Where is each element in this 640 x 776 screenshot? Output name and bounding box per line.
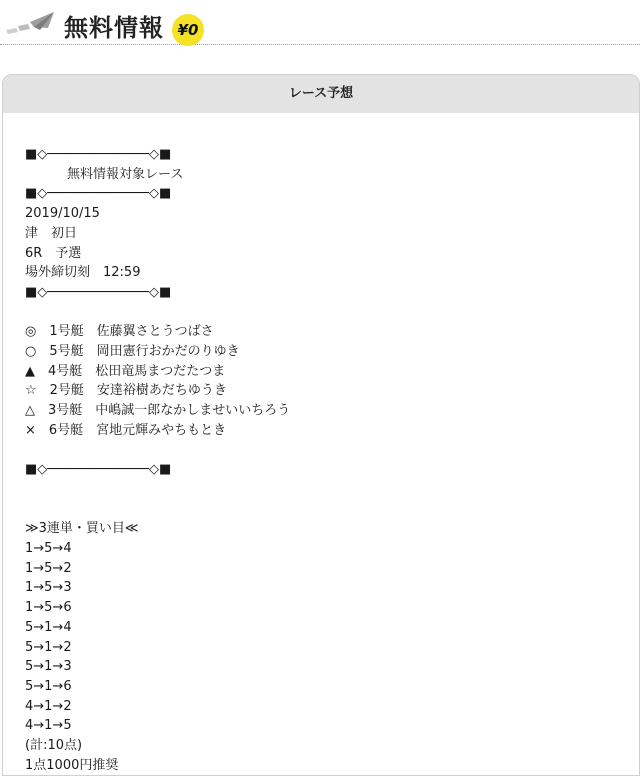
bet-combination: 1→5→6	[25, 600, 72, 616]
race-number: 6R 予選	[25, 245, 82, 261]
bet-combination: 5→1→2	[25, 639, 72, 655]
bet-total: (計:10点)	[25, 738, 83, 754]
separator-line: ■◇─────────────◇■	[25, 186, 172, 202]
prediction-item: ○ 5号艇 岡田憲行おかだのりゆき	[25, 344, 240, 360]
bet-combination: 1→5→3	[25, 580, 72, 596]
panel-body	[3, 113, 639, 775]
separator-line: ■◇─────────────◇■	[25, 462, 172, 478]
page-title: 無料情報	[64, 14, 164, 42]
prediction-item: × 6号艇 宮地元輝みやちもとき	[25, 422, 227, 438]
prediction-item: ◎ 1号艇 佐藤翼さとうつばさ	[25, 324, 214, 340]
bet-combination: 5→1→3	[25, 659, 72, 675]
prediction-item: ▲ 4号艇 松田竜馬まつだたつま	[25, 363, 226, 379]
bet-heading: ≫3連単・買い目≪	[25, 521, 139, 537]
bet-combination: 4→1→2	[25, 698, 72, 714]
paper-plane-icon	[4, 8, 58, 40]
spacer	[25, 500, 639, 520]
bet-recommendation: 1点1000円推奨	[25, 757, 119, 773]
deadline-time: 場外締切刻 12:59	[25, 265, 141, 281]
spacer	[25, 480, 639, 500]
separator-line: ■◇─────────────◇■	[25, 147, 172, 162]
prediction-item: △ 3号艇 中嶋誠一郎なかしませいいちろう	[25, 403, 291, 419]
target-race-label: 無料情報対象レース	[67, 166, 184, 182]
panel-title: レース予想	[3, 75, 639, 113]
bet-combination: 4→1→5	[25, 718, 72, 734]
separator-line: ■◇─────────────◇■	[25, 284, 172, 300]
page-header	[0, 0, 640, 45]
bet-combination: 5→1→4	[25, 619, 72, 635]
spacer	[25, 303, 639, 323]
venue-day: 津 初日	[25, 225, 78, 241]
free-badge: ¥0	[172, 14, 204, 46]
race-date: 2019/10/15	[25, 206, 100, 222]
prediction-item: ☆ 2号艇 安達裕樹あだちゆうき	[25, 383, 227, 399]
race-prediction-panel	[2, 74, 640, 776]
spacer	[25, 441, 639, 461]
bet-combination: 1→5→2	[25, 560, 72, 576]
bet-combination: 5→1→6	[25, 678, 72, 694]
bet-combination: 1→5→4	[25, 541, 72, 556]
